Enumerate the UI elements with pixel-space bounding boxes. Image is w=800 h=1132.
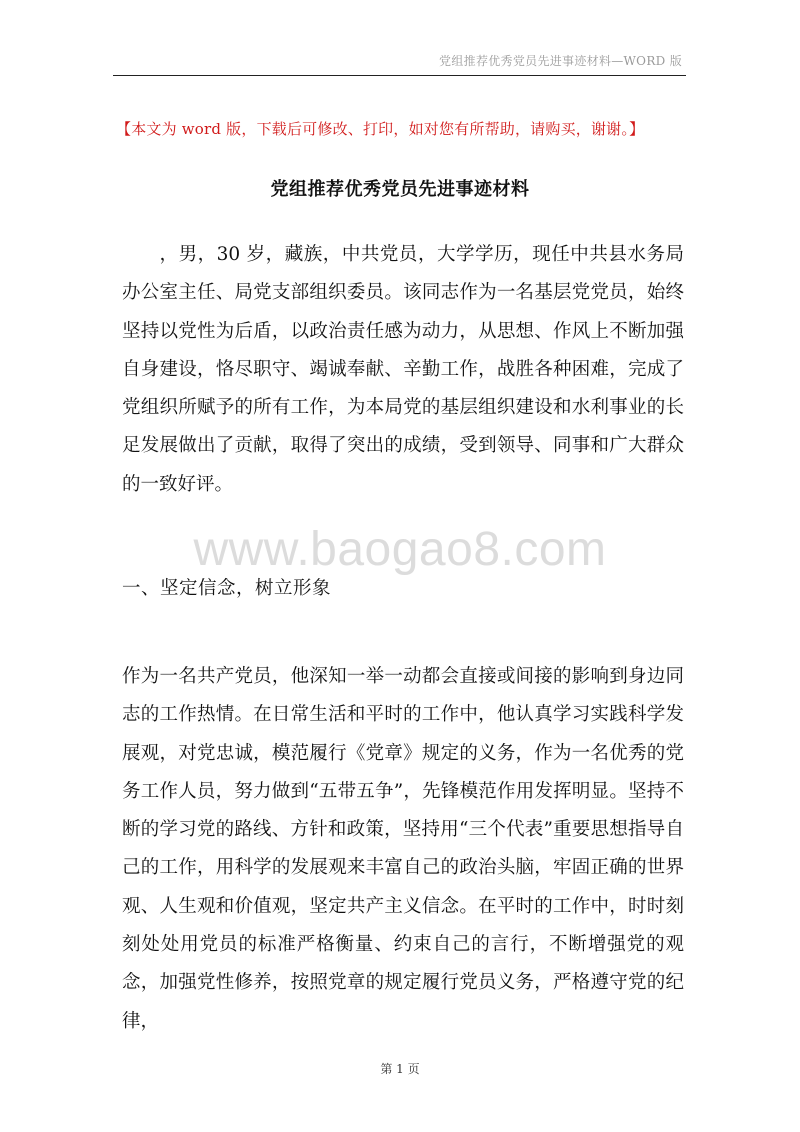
intro-paragraph-text: ，男，30 岁，藏族，中共党员，大学学历，现任中共县水务局办公室主任、局党支部组织委员。该同志作为一名基层党党员，始终坚持以党性为后盾，以政治责任感为动力，从思想、作风上不断加强自身建设，恪尽职守、竭诚奉献、辛勤工作，战胜各种困难，完成了党组织所赋予的所有工作，为本局党的基层组织建设和水利事业的长足发展做出了贡献，取得了突出的成绩，受到领导、同事和广大群众的一致好评。 — [122, 244, 684, 495]
header-title: 党组推荐优秀党员先进事迹材料—WORD 版 — [439, 54, 682, 68]
section-paragraph: 作为一名共产党员，他深知一举一动都会直接或间接的影响到身边同志的工作热情。在日常生活和平时的工作中，他认真学习实践科学发展观，对党忠诚，模范履行《党章》规定的义务，作为一名优秀的党务工作人员，努力做到“五带五争”，先锋模范作用发挥明显。坚持不断的学习党的路线、方针和政策，坚持用“三个代表”重要思想指导自己的工作，用科学的发展观来丰富自己的政治头脑，牢固正确的世界观、人生观和价值观，坚定共产主义信念。在平时的工作中，时时刻刻处处用党员的标准严格衡量、约束自己的言行，不断增强党的观念，加强党性修养，按照党章的规定履行党员义务，严格遵守党的纪律， — [122, 666, 684, 1032]
page-number: 第 1 页 — [380, 1062, 420, 1076]
intro-paragraph — [122, 236, 684, 504]
section-heading: 一、坚定信念，树立形象 — [122, 578, 332, 599]
document-title: 党组推荐优秀党员先进事迹材料 — [270, 179, 530, 200]
purchase-notice: 【本文为 word 版，下载后可修改、打印，如对您有所帮助，请购买，谢谢。】 — [116, 120, 645, 138]
header-rule — [113, 75, 686, 76]
watermark: www.baogao8.com — [193, 523, 607, 576]
